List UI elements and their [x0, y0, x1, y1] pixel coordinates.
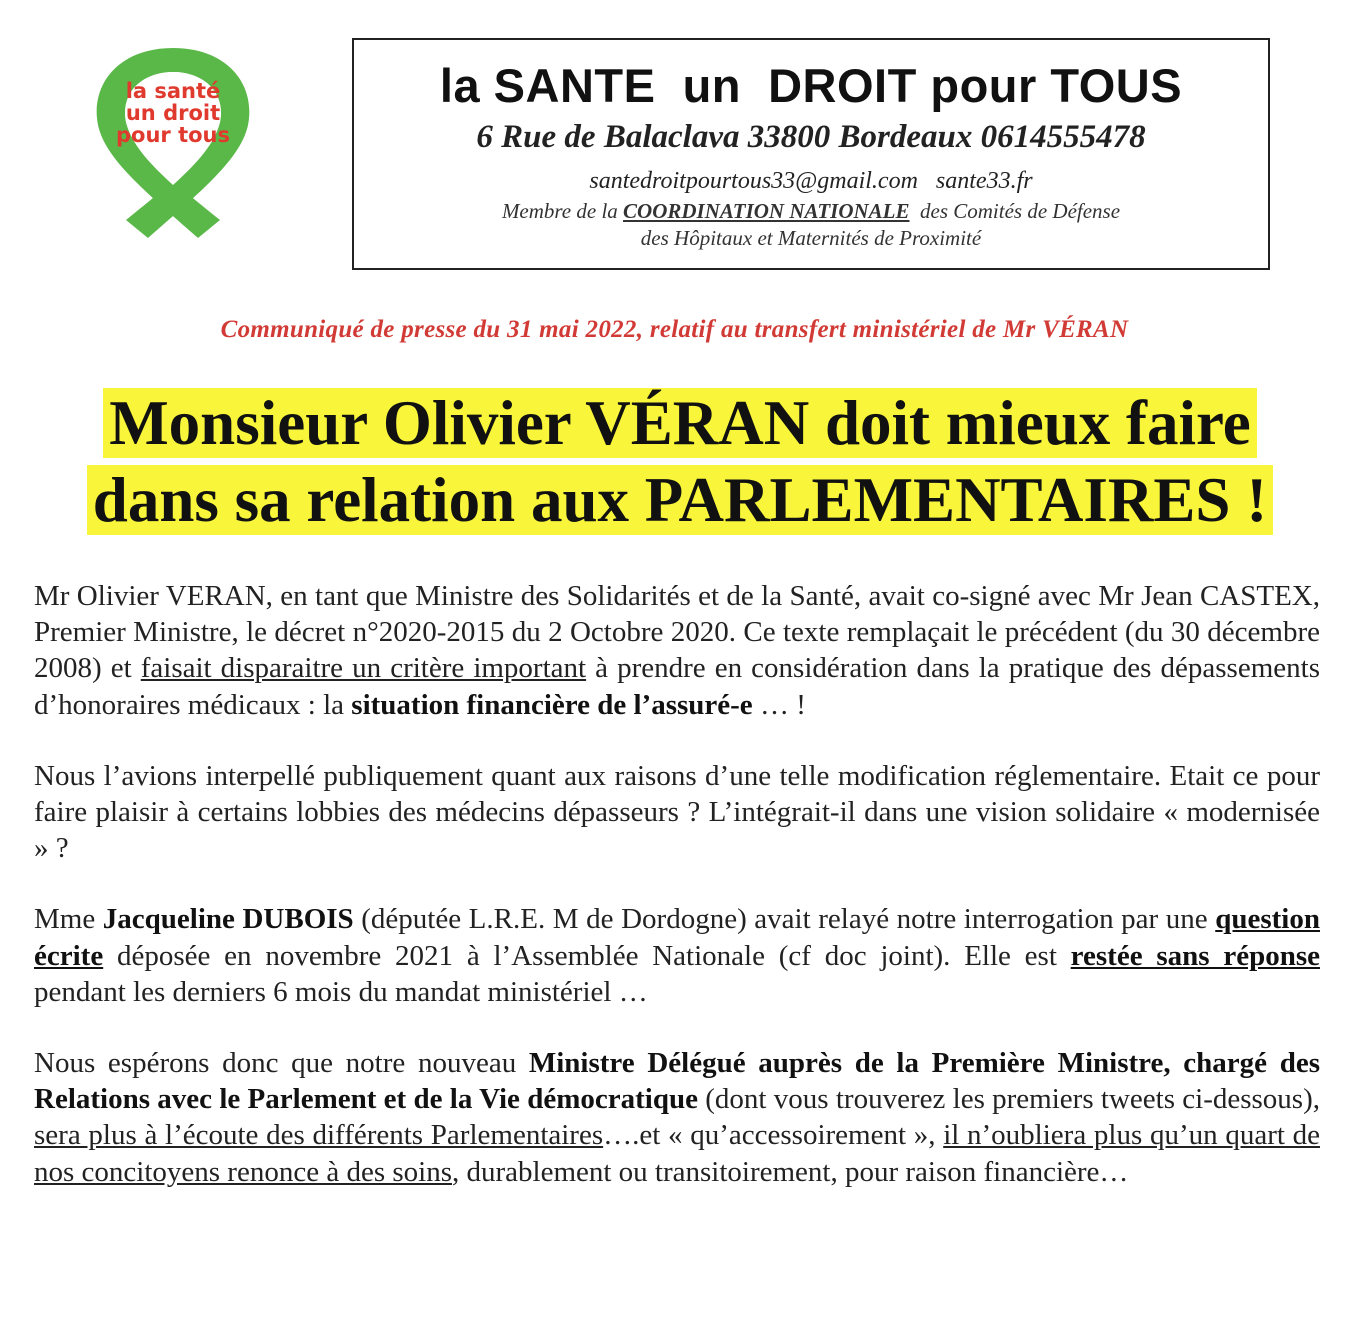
headline-line-2: dans sa relation aux PARLEMENTAIRES !: [87, 465, 1273, 535]
paragraph-2: Nous l’avions interpellé publiquement quant aux raisons d’une telle modification réglementaire. Etait ce pour faire plaisir à certains lobbies des médecins dépasseurs ? L’intégrait-il dans une vision solidaire « modernisée » ?: [34, 759, 1320, 865]
text-span: à prendre en considération dans la pratique des dépassements d’honoraires médicaux : la: [34, 652, 1320, 721]
logo-line-3: pour tous: [116, 123, 230, 147]
org-address: 6 Rue de Balaclava 33800 Bordeaux 0614555478: [476, 119, 1146, 155]
text-span: déposée en novembre 2021 à l’Assemblée Nationale (cf doc joint). Elle est: [103, 939, 1071, 972]
bold-text: Jacqueline DUBOIS: [102, 903, 354, 936]
bold-underlined-text: restée sans réponse: [1070, 939, 1320, 972]
member-prefix: Membre de la: [501, 199, 624, 223]
paragraph-1: [34, 578, 1320, 723]
text-span: Nous espérons donc que notre nouveau: [34, 1047, 529, 1080]
paragraph-4: [34, 1045, 1320, 1190]
logo: [78, 40, 268, 240]
bold-underlined-text: question écrite: [34, 903, 1320, 972]
org-contacts: santedroitpourtous33@gmail.com sante33.fr: [589, 168, 1033, 194]
logo-line-1: la santé: [125, 79, 221, 103]
member-suffix: des Comités de Défense: [909, 199, 1121, 223]
org-name: la SANTE un DROIT pour TOUS: [439, 59, 1183, 112]
bold-text: Ministre Délégué auprès de la Première Ministre, chargé des Relations avec le Parlement et de la Vie démocratique: [34, 1047, 1320, 1116]
logo-text: [96, 80, 250, 146]
text-span: Mme: [34, 903, 103, 936]
text-span: ….et « qu’accessoirement »,: [603, 1119, 944, 1152]
bold-text: situation financière de l’assuré-e: [351, 688, 753, 721]
text-span: , durablement ou transitoirement, pour raison financière…: [451, 1155, 1129, 1188]
headline-line-1: Monsieur Olivier VÉRAN doit mieux faire: [103, 388, 1257, 458]
text-span: (députée L.R.E. M de Dordogne) avait relayé notre interrogation par une: [353, 903, 1216, 936]
underlined-text: faisait disparaitre un critère important: [140, 652, 587, 685]
text-span: pendant les derniers 6 mois du mandat ministériel …: [34, 975, 648, 1008]
text-span: Mr Olivier VERAN, en tant que Ministre des Solidarités et de la Santé, avait co-signé avec Mr Jean CASTEX, Premier Ministre, le décret n°2020-2015 du 2 Octobre 2020. Ce texte remplaçait le précédent (du 30 décembre 2008) et: [34, 580, 1320, 685]
text-span: (dont vous trouverez les premiers tweets ci-dessous),: [697, 1083, 1320, 1116]
paragraph-3: [34, 901, 1320, 1010]
logo-line-2: un droit: [125, 101, 221, 125]
headline: [40, 385, 1320, 539]
underlined-text: sera plus à l’écoute des différents Parlementaires: [34, 1119, 604, 1152]
press-release-subtitle: Communiqué de presse du 31 mai 2022, relatif au transfert ministériel de Mr VÉRAN: [220, 316, 1129, 343]
coordination-name: COORDINATION NATIONALE: [623, 199, 910, 223]
text-span: … !: [752, 688, 806, 721]
member-line-2: des Hôpitaux et Maternités de Proximité: [640, 226, 982, 250]
member-line: [354, 199, 1268, 224]
header-box: [352, 38, 1270, 270]
underlined-text: il n’oubliera plus qu’un quart de nos concitoyens renonce à des soins: [34, 1119, 1320, 1188]
body-text: [34, 578, 1320, 1225]
